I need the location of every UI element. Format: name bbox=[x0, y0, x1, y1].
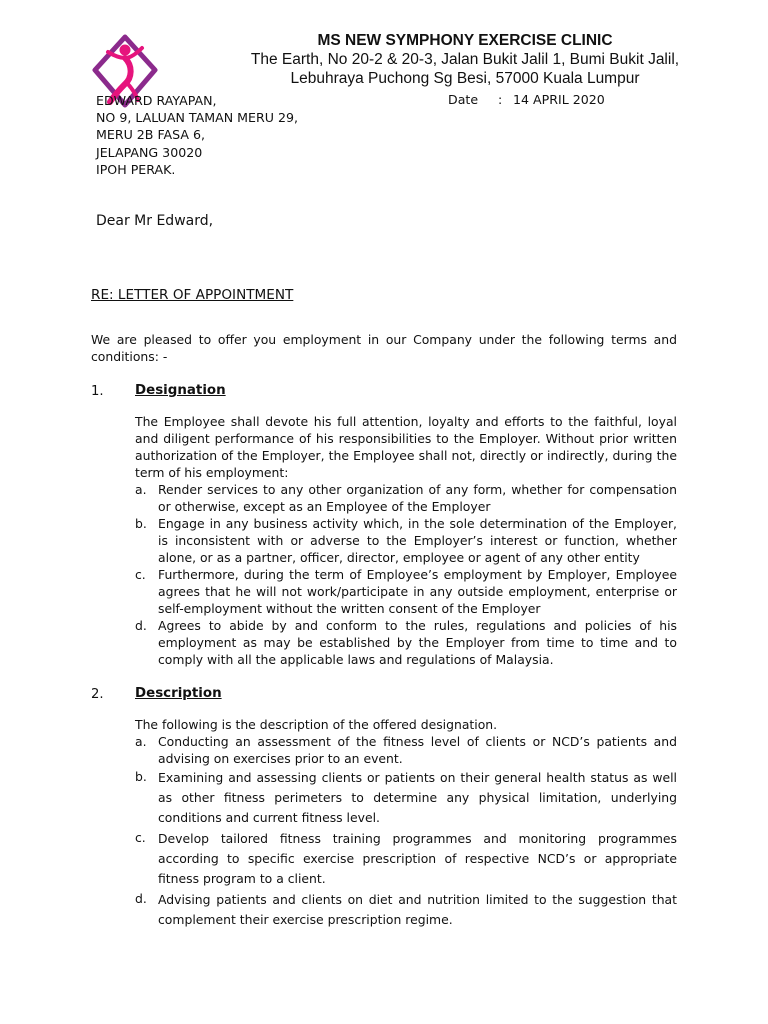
recipient-line: JELAPANG 30020 bbox=[96, 144, 203, 160]
list-item bbox=[135, 481, 677, 515]
section-heading-description: Description bbox=[135, 686, 222, 701]
list-marker: b. bbox=[135, 769, 147, 784]
recipient-line: MERU 2B FASA 6, bbox=[96, 127, 206, 143]
list-marker: d. bbox=[135, 891, 147, 906]
section-description-body: The following is the description of the offered designation. bbox=[135, 717, 498, 732]
list-marker: d. bbox=[135, 618, 147, 633]
section-paragraph: The Employee shall devote his full attention, loyalty and efforts to the faithful, loyal and diligent performance of his responsibilities to the Employer. Without prior written authorization of the Employer, the Employee shall not, directly or indirectly, during the term of his employment: bbox=[135, 414, 677, 480]
recipient-line: IPOH PERAK. bbox=[96, 161, 176, 177]
list-marker: c. bbox=[135, 567, 146, 582]
intro-paragraph: We are pleased to offer you employment in our Company under the following terms and conditions: - bbox=[91, 332, 677, 364]
list-item-text: Develop tailored fitness training programmes and monitoring programmes according to specific exercise prescription of respective NCD’s or appropriate fitness program to a client. bbox=[158, 831, 677, 886]
salutation: Dear Mr Edward, bbox=[96, 213, 214, 229]
list-item-text: Engage in any business activity which, in the sole determination of the Employer, is inconsistent with or adverse to the Employer’s interest or function, whether alone, or as a partner, officer, director, employee or agent of any other entity bbox=[158, 516, 677, 565]
date-value: 14 APRIL 2020 bbox=[513, 92, 605, 107]
date-colon: : bbox=[498, 92, 503, 107]
section-designation-body bbox=[135, 413, 677, 668]
designation-list bbox=[135, 481, 677, 668]
list-item bbox=[135, 566, 677, 617]
clinic-name: MS NEW SYMPHONY EXERCISE CLINIC bbox=[317, 32, 613, 49]
list-item bbox=[135, 617, 677, 668]
clinic-address-line-1: The Earth, No 20-2 & 20-3, Jalan Bukit Jalil 1, Bumi Bukit Jalil, bbox=[250, 51, 680, 68]
list-item bbox=[135, 515, 677, 566]
list-item-text: Furthermore, during the term of Employee’s employment by Employer, Employee agrees that he will not work/participate in any outside employment, enterprise or self-employment without the written consent of the Employer bbox=[158, 567, 677, 616]
list-item-text: Agrees to abide by and conform to the rules, regulations and policies of his employment as may be established by the Employer from time to time and to comply with all the applicable laws and regulations of Malaysia. bbox=[158, 618, 677, 667]
list-item bbox=[135, 733, 677, 767]
recipient-address bbox=[96, 92, 298, 178]
list-marker: b. bbox=[135, 516, 147, 531]
list-item-text: Conducting an assessment of the fitness level of clients or NCD’s patients and advising on exercises prior to an event. bbox=[158, 734, 677, 766]
list-item-text: Render services to any other organization of any form, whether for compensation or otherwise, except as an Employee of the Employer bbox=[158, 482, 677, 514]
list-item bbox=[135, 828, 677, 889]
clinic-address-line-2: Lebuhraya Puchong Sg Besi, 57000 Kuala Lumpur bbox=[290, 70, 640, 87]
section-number: 1. bbox=[91, 384, 104, 399]
list-marker: a. bbox=[135, 482, 147, 497]
description-list bbox=[135, 733, 677, 930]
recipient-line: NO 9, LALUAN TAMAN MERU 29, bbox=[96, 110, 298, 126]
list-item-text: Advising patients and clients on diet and nutrition limited to the suggestion that complement their exercise prescription regime. bbox=[158, 892, 677, 927]
list-marker: a. bbox=[135, 734, 147, 749]
list-item-text: Examining and assessing clients or patients on their general health status as well as other fitness perimeters to determine any physical limitation, underlying conditions and current fitness level. bbox=[158, 770, 677, 825]
list-marker: c. bbox=[135, 830, 146, 845]
subject-line: RE: LETTER OF APPOINTMENT bbox=[91, 287, 294, 303]
section-number: 2. bbox=[91, 687, 104, 702]
section-heading-designation: Designation bbox=[135, 383, 226, 398]
date-label: Date bbox=[448, 92, 479, 107]
list-item bbox=[135, 889, 677, 930]
recipient-line: EDWARD RAYAPAN, bbox=[96, 93, 217, 108]
list-item bbox=[135, 767, 677, 828]
